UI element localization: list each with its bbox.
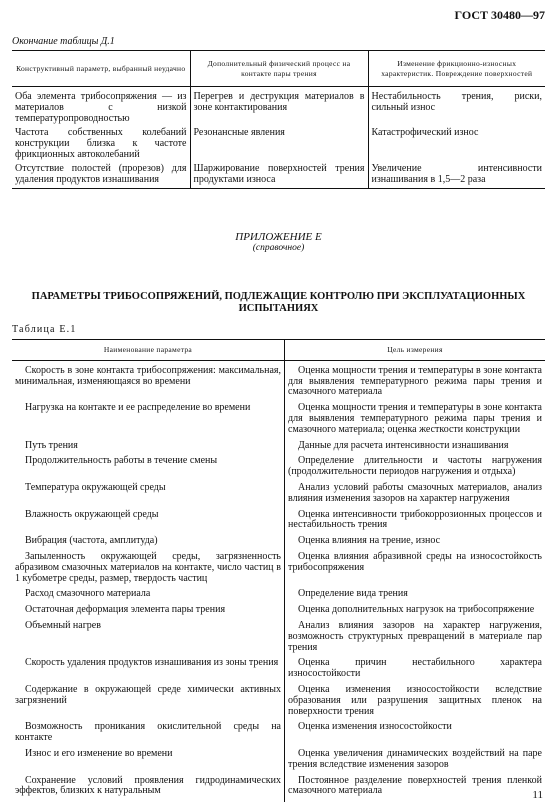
table-row: [12, 621, 545, 658]
table-row: [12, 403, 545, 440]
column-header: Дополнительный физический процесс на контакте пары трения: [190, 51, 368, 87]
table-row: [12, 536, 545, 552]
appendix-title: ПРИЛОЖЕНИЕ Е: [235, 231, 322, 243]
table-cell: [12, 552, 285, 589]
section-title: ПАРАМЕТРЫ ТРИБОСОПРЯЖЕНИЙ, ПОДЛЕЖАЩИЕ КОНТРОЛЮ ПРИ ЭКСПЛУАТАЦИОННЫХ ИСПЫТАНИЯХ: [31, 291, 526, 314]
table-cell: [285, 685, 546, 722]
table-cell: [12, 749, 285, 776]
table-cell: Частота собственных колебаний конструкции близка к частоте фрикционных автоколебаний: [15, 127, 187, 160]
table-cell: [12, 658, 285, 685]
cell-text: Оценка причин нестабильного характера износостойкости: [288, 657, 542, 680]
column-header: Наименование параметра: [12, 340, 285, 361]
table-cell: [12, 441, 285, 457]
cell-text: Оценка изменения износостойкости: [298, 721, 452, 733]
column-header: Изменение фрикционно-износных характеристик. Повреждение поверхностей: [368, 51, 545, 87]
cell-text: Постоянное разделение поверхностей трения пленкой смазочного материала: [288, 774, 542, 797]
table-row: [12, 87, 545, 128]
cell-text: Оценка увеличения динамических воздействий на паре трения вследствие изменения зазоров: [288, 747, 542, 770]
table-cell: [285, 510, 546, 537]
table-cell: [285, 749, 546, 776]
table-row: [12, 722, 545, 749]
document-code: ГОСТ 30480—97: [454, 8, 545, 22]
cell-text: Возможность проникания окислительной среды на контакте: [15, 721, 281, 744]
table-row: [12, 776, 545, 803]
table-cell: Перегрев и деструкция материалов в зоне контактирования: [190, 87, 368, 128]
table-row: [12, 163, 545, 189]
table-cell: [12, 722, 285, 749]
table-d1-end: [12, 50, 545, 189]
table-cell: [285, 722, 546, 749]
table-cell: [285, 589, 546, 605]
table-row: [12, 127, 545, 163]
cell-text: Остаточная деформация элемента пары трения: [25, 604, 226, 616]
table-row: [12, 605, 545, 621]
table-row: [12, 749, 545, 776]
table-cell: [12, 605, 285, 621]
cell-text: Запыленность окружающей среды, загрязненность абразивом смазочных материалов на контакте, число частиц в 1 кубометре среды, размер, твердость частиц: [15, 550, 281, 584]
cell-text: Продолжительность работы в течение смены: [25, 455, 218, 467]
table-cell: [12, 483, 285, 510]
table-cell: Шаржирование поверхностей трения продуктами износа: [190, 163, 368, 189]
cell-text: Температура окружающей среды: [25, 481, 166, 493]
table-row: [12, 552, 545, 589]
table-cell: [12, 621, 285, 658]
table-cell: [12, 685, 285, 722]
cell-text: Расход смазочного материала: [25, 588, 151, 600]
table-cell: Нестабильность трения, риски, сильный износ: [368, 87, 545, 128]
table-cell: [285, 456, 546, 483]
table-label: Таблица Е.1: [12, 324, 77, 335]
cell-text: Данные для расчета интенсивности изнашивания: [298, 439, 509, 451]
cell-text: Влажность окружающей среды: [25, 508, 159, 520]
cell-text: Анализ условий работы смазочных материалов, анализ влияния изменения зазоров на характер нагружения: [288, 481, 542, 504]
cell-text: Объемный нагрев: [25, 619, 101, 631]
table-cell: [12, 456, 285, 483]
table-cell: [285, 441, 546, 457]
page-number: 11: [532, 789, 543, 801]
table-cell: [285, 605, 546, 621]
cell-text: Оценка дополнительных нагрузок на трибосопряжение: [298, 604, 535, 616]
table-cell: Оба элемента трибосопряжения — из материалов с низкой температуропроводностью: [15, 91, 187, 124]
column-header: Цель измерения: [285, 340, 546, 361]
cell-text: Нагрузка на контакте и ее распределение во времени: [25, 402, 251, 414]
table-cell: [12, 776, 285, 803]
cell-text: Износ и его изменение во времени: [25, 747, 173, 759]
table-e1: [12, 339, 545, 802]
table-cell: [285, 483, 546, 510]
cell-text: Путь трения: [25, 439, 78, 451]
cell-text: Оценка интенсивности трибокоррозионных процессов и нестабильность трения: [288, 508, 542, 531]
cell-text: Скорость удаления продуктов изнашивания из зоны трения: [25, 657, 279, 669]
table-cell: [285, 776, 546, 803]
table-row: [12, 483, 545, 510]
table-cell: [12, 536, 285, 552]
table-continuation-caption: Окончание таблицы Д.1: [12, 36, 115, 47]
table-cell: Увеличение интенсивности изнашивания в 1,5—2 раза: [368, 163, 545, 189]
table-cell: [12, 589, 285, 605]
cell-text: Определение вида трения: [298, 588, 408, 600]
column-header: Конструктивный параметр, выбранный неудачно: [12, 51, 190, 87]
table-cell: [285, 552, 546, 589]
table-row: [12, 589, 545, 605]
table-row: [12, 510, 545, 537]
table-cell: [285, 658, 546, 685]
table-cell: [12, 510, 285, 537]
cell-text: Вибрация (частота, амплитуда): [25, 535, 158, 547]
table-cell: [285, 403, 546, 440]
table-header-row: [12, 51, 545, 87]
cell-text: Анализ влияния зазоров на характер нагружения, возможность структурных превращений в материале пар трения: [288, 619, 542, 653]
table-row: [12, 658, 545, 685]
cell-text: Определение длительности и частоты нагружения (продолжительности периодов нагружения и отдыха): [288, 455, 542, 478]
table-body: [12, 360, 545, 802]
table-cell: Резонансные явления: [190, 127, 368, 163]
cell-text: Содержание в окружающей среде химически активных загрязнений: [15, 683, 281, 706]
cell-text: Оценка мощности трения и температуры в зоне контакта для выявления температурного режима пары трения и смазочного материала; оценка жесткости конструкции: [288, 402, 542, 435]
table-header-row: [12, 340, 545, 361]
cell-text: Сохранение условий проявления гидродинамических эффектов, близких к натуральным: [15, 774, 281, 797]
table-cell: Отсутствие полостей (прорезов) для удаления продуктов изнашивания: [15, 163, 187, 185]
table-row: [12, 360, 545, 403]
table-cell: [285, 360, 546, 403]
cell-text: Оценка мощности трения и температуры в зоне контакта для выявления температурного режима пары трения и смазочного материала: [288, 364, 542, 398]
table-row: [12, 441, 545, 457]
table-cell: [285, 621, 546, 658]
table-cell: [285, 536, 546, 552]
table-cell: Катастрофический износ: [368, 127, 545, 163]
cell-text: Скорость в зоне контакта трибосопряжения: максимальная, минимальная, изменяющаяся во времени: [15, 364, 281, 387]
table-cell: [12, 360, 285, 403]
table-row: [12, 456, 545, 483]
cell-text: Оценка изменения износостойкости вследствие образования или разрушения защитных пленок на поверхности трения: [288, 683, 542, 717]
appendix-note: (справочное): [252, 243, 305, 253]
cell-text: Оценка влияния на трение, износ: [298, 535, 441, 547]
table-cell: [12, 403, 285, 440]
table-row: [12, 685, 545, 722]
cell-text: Оценка влияния абразивной среды на износостойкость трибосопряжения: [288, 550, 542, 573]
